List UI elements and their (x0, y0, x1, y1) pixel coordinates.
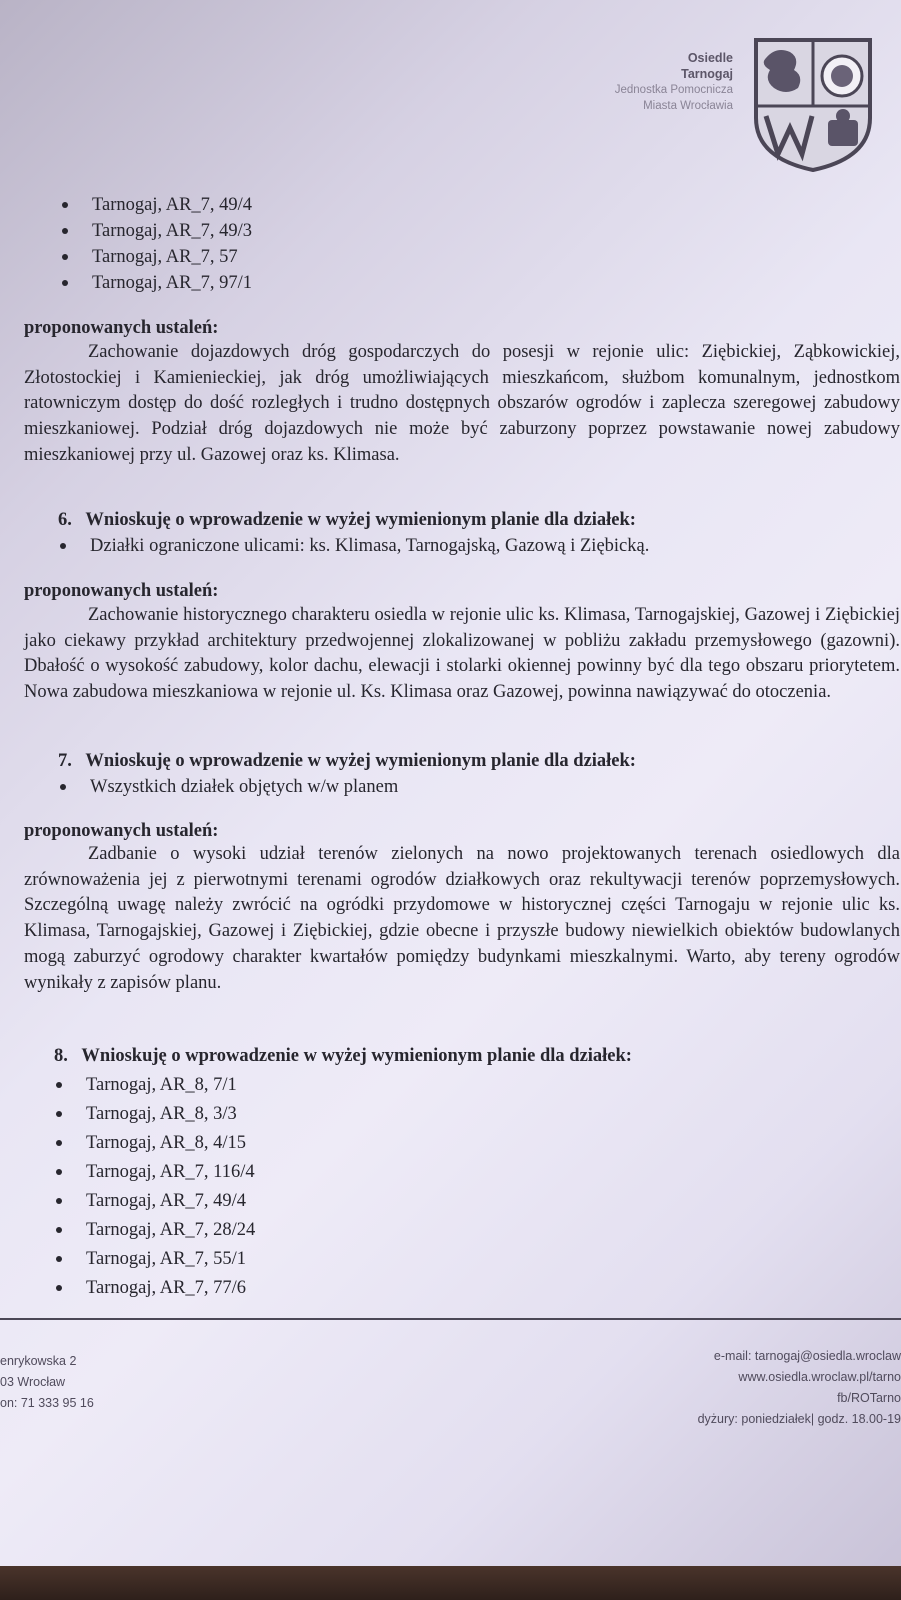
footer-phone: on: 71 333 95 16 (0, 1396, 94, 1410)
section-paragraph (24, 340, 900, 469)
footer-city: 03 Wrocław (0, 1375, 66, 1389)
footer-website: www.osiedla.wroclaw.pl/tarno (738, 1370, 901, 1384)
footer-facebook: fb/ROTarno (837, 1391, 901, 1405)
section-label: proponowanych ustaleń: (24, 821, 219, 841)
section-heading: 8. Wnioskuję o wprowadzenie w wyżej wymienionym planie dla działek: (54, 1046, 632, 1066)
footer-divider (0, 1318, 901, 1320)
list-item: Działki ograniczone ulicami: ks. Klimasa, Tarnogajską, Gazową i Ziębicką. (90, 533, 649, 559)
list-item: Tarnogaj, AR_7, 49/4 (92, 192, 252, 218)
footer-office-hours: dyżury: poniedziałek| godz. 18.00-19 (697, 1412, 901, 1426)
coat-of-arms-icon (752, 36, 874, 172)
section-paragraph (24, 603, 900, 706)
section-label: proponowanych ustaleń: (24, 581, 219, 601)
section-label: proponowanych ustaleń: (24, 318, 219, 338)
footer-street: enrykowska 2 (0, 1354, 77, 1368)
list-item: Tarnogaj, AR_7, 28/24 (86, 1217, 255, 1243)
list-item: Tarnogaj, AR_7, 116/4 (86, 1159, 255, 1185)
list-item: Tarnogaj, AR_7, 49/4 (86, 1188, 246, 1214)
footer-address (0, 1351, 94, 1414)
table-surface (0, 1566, 901, 1600)
paragraph-text: Zadbanie o wysoki udział terenów zielonych na nowo projektowanych terenach osiedlowych dla zrównoważenia jej z pierwotnymi terenami ogrodów działkowych oraz rekultywacji terenów poprzemysłowych. Szczególną uwagę należy zwrócić na ogródki przydomowe w historycznej części Tarnogaju w rejonie ulic ks. Klimasa, Tarnogajskiej, Gazowej i Ziębickiej, gdzie obecne i przyszłe budowy niewielkich obiektów budowlanych mogą zaburzyć ogrodowy charakter kwartałów pomiędzy budynkami mieszkalnymi. Warto, aby tereny ogrodów wynikały z zapisów planu. (24, 844, 900, 993)
section-heading: 6. Wnioskuję o wprowadzenie w wyżej wymienionym planie dla działek: (58, 510, 636, 530)
org-line-2: Tarnogaj (681, 67, 733, 81)
org-line-3: Jednostka Pomocnicza (614, 84, 733, 96)
list-item: Tarnogaj, AR_8, 3/3 (86, 1101, 237, 1127)
paragraph-text: Zachowanie dojazdowych dróg gospodarczych do posesji w rejonie ulic: Ziębickiej, Ząbkowickiej, Złotostockiej i Kamienieckiej, jak dróg umożliwiających mieszkańcom, służbom komunalnym, jednostkom ratowniczym dostęp do dość rozległych i trudno dostępnych obszarów ogrodów i zaplecza szeregowej zabudowy mieszkaniowej. Podział dróg dojazdowych nie może być zaburzony poprzez powstawanie nowej zabudowy mieszkaniowej przy ul. Gazowej oraz ks. Klimasa. (24, 342, 900, 465)
footer-contact (698, 1346, 901, 1430)
list-item: Tarnogaj, AR_7, 97/1 (92, 270, 252, 296)
section-heading: 7. Wnioskuję o wprowadzenie w wyżej wymienionym planie dla działek: (58, 751, 636, 771)
list-item: Wszystkich działek objętych w/w planem (90, 774, 398, 800)
list-item: Tarnogaj, AR_8, 4/15 (86, 1130, 246, 1156)
list-item: Tarnogaj, AR_7, 55/1 (86, 1246, 246, 1272)
section-paragraph (24, 842, 900, 996)
org-line-1: Osiedle (687, 51, 733, 65)
list-item: Tarnogaj, AR_8, 7/1 (86, 1072, 237, 1098)
paragraph-text: Zachowanie historycznego charakteru osiedla w rejonie ulic ks. Klimasa, Tarnogajskiej, Gazowej i Ziębickiej jako ciekawy przykład architektury przedwojennej zlokalizowanej w pobliżu zakładu przemysłowego (gazowni). Dbałość o wysokość zabudowy, kolor dachu, elewacji i stolarki okiennej powinny być dla tego obszaru priorytetem. Nowa zabudowa mieszkaniowa w rejonie ul. Ks. Klimasa oraz Gazowej, powinna nawiązywać do otoczenia. (24, 605, 900, 703)
list-item: Tarnogaj, AR_7, 77/6 (86, 1275, 246, 1301)
org-line-4: Miasta Wrocławia (643, 100, 733, 112)
footer-email: e-mail: tarnogaj@osiedla.wroclaw (713, 1349, 901, 1363)
list-item: Tarnogaj, AR_7, 57 (92, 244, 238, 270)
organization-name (615, 50, 733, 114)
list-item: Tarnogaj, AR_7, 49/3 (92, 218, 252, 244)
